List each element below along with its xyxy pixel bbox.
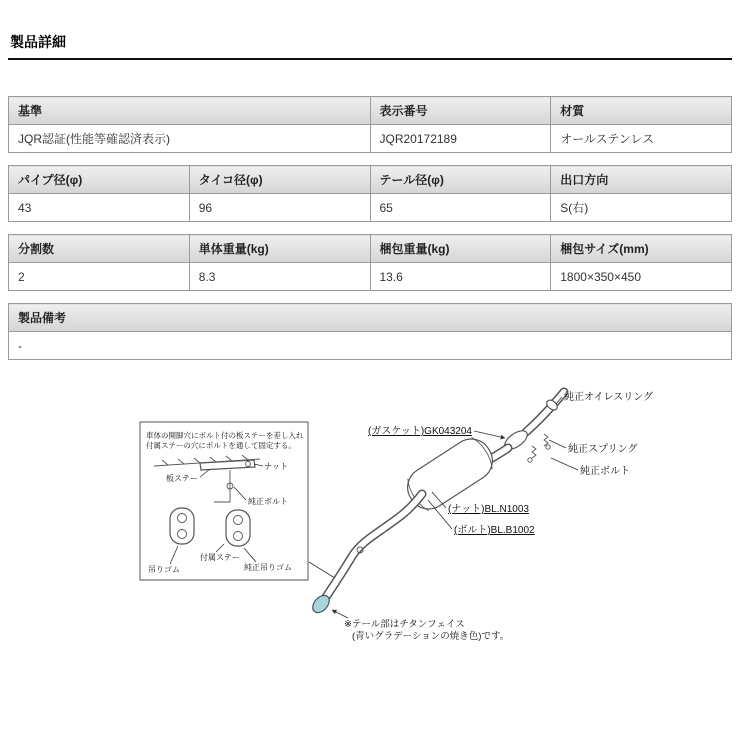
header-muffler-diameter: タイコ径(φ)	[189, 166, 370, 194]
exhaust-diagram-svg	[8, 374, 732, 674]
label-oem-bolt-inset: 純正ボルト	[248, 497, 288, 506]
spec-table-certification	[8, 96, 732, 153]
value-material: オールステンレス	[551, 125, 732, 153]
header-display-number: 表示番号	[370, 97, 551, 125]
label-included-stay: 付属ステー	[200, 553, 240, 562]
value-split-count: 2	[9, 263, 190, 291]
value-muffler-diameter: 96	[189, 194, 370, 222]
value-standard: JQR認証(性能等確認済表示)	[9, 125, 371, 153]
title-divider	[8, 58, 732, 60]
header-tail-diameter: テール径(φ)	[370, 166, 551, 194]
header-exit-direction: 出口方向	[551, 166, 732, 194]
value-tail-diameter: 65	[370, 194, 551, 222]
label-oem-hanger-rubber: 純正吊りゴム	[244, 563, 292, 572]
inset-note-line2: 付属ステーの穴にボルトを通して固定する。	[146, 441, 296, 450]
label-hanger-rubber: 吊りゴム	[148, 565, 180, 574]
label-plate-stay: 板ステー	[166, 474, 198, 483]
spring-bolt-parts	[528, 434, 550, 462]
header-package-size: 梱包サイズ(mm)	[551, 235, 732, 263]
header-pipe-diameter: パイプ径(φ)	[9, 166, 190, 194]
value-unit-weight: 8.3	[189, 263, 370, 291]
value-exit-direction: S(右)	[551, 194, 732, 222]
spec-table-diameters	[8, 165, 732, 222]
value-package-weight: 13.6	[370, 263, 551, 291]
value-product-remarks: -	[9, 332, 732, 360]
header-product-remarks: 製品備考	[9, 304, 732, 332]
inset-note-line1: 車体の開脚穴にボルト付の板ステーを差し入れ	[146, 431, 304, 440]
inset-box	[140, 422, 308, 580]
label-oem-spring: 純正スプリング	[568, 444, 638, 455]
label-oem-oiles-ring: 純正オイレスリング	[564, 392, 653, 403]
installation-diagram	[8, 374, 732, 679]
tail-note-leader	[332, 610, 348, 618]
spring-leader	[549, 440, 566, 448]
label-gasket-part-link[interactable]: (ガスケット)GK043204	[368, 426, 472, 437]
label-nut-part-link[interactable]: (ナット)BL.N1003	[448, 504, 529, 515]
spec-table-remarks	[8, 303, 732, 360]
value-display-number: JQR20172189	[370, 125, 551, 153]
gasket-leader	[474, 431, 505, 438]
bolt-leader	[551, 458, 578, 470]
header-split-count: 分割数	[9, 235, 190, 263]
header-material: 材質	[551, 97, 732, 125]
tail-note-line1: ※テール部はチタンフェイス	[344, 619, 465, 630]
label-nut: ナット	[264, 462, 288, 471]
header-unit-weight: 単体重量(kg)	[189, 235, 370, 263]
header-package-weight: 梱包重量(kg)	[370, 235, 551, 263]
page-title: 製品詳細	[10, 34, 66, 50]
label-bolt-part-link[interactable]: (ボルト)BL.B1002	[454, 525, 535, 536]
tail-note-line2: (青いグラデーションの焼き色)です。	[352, 631, 510, 642]
spec-table-weight	[8, 234, 732, 291]
value-pipe-diameter: 43	[9, 194, 190, 222]
label-oem-bolt: 純正ボルト	[580, 466, 630, 477]
value-package-size: 1800×350×450	[551, 263, 732, 291]
header-standard: 基準	[9, 97, 371, 125]
